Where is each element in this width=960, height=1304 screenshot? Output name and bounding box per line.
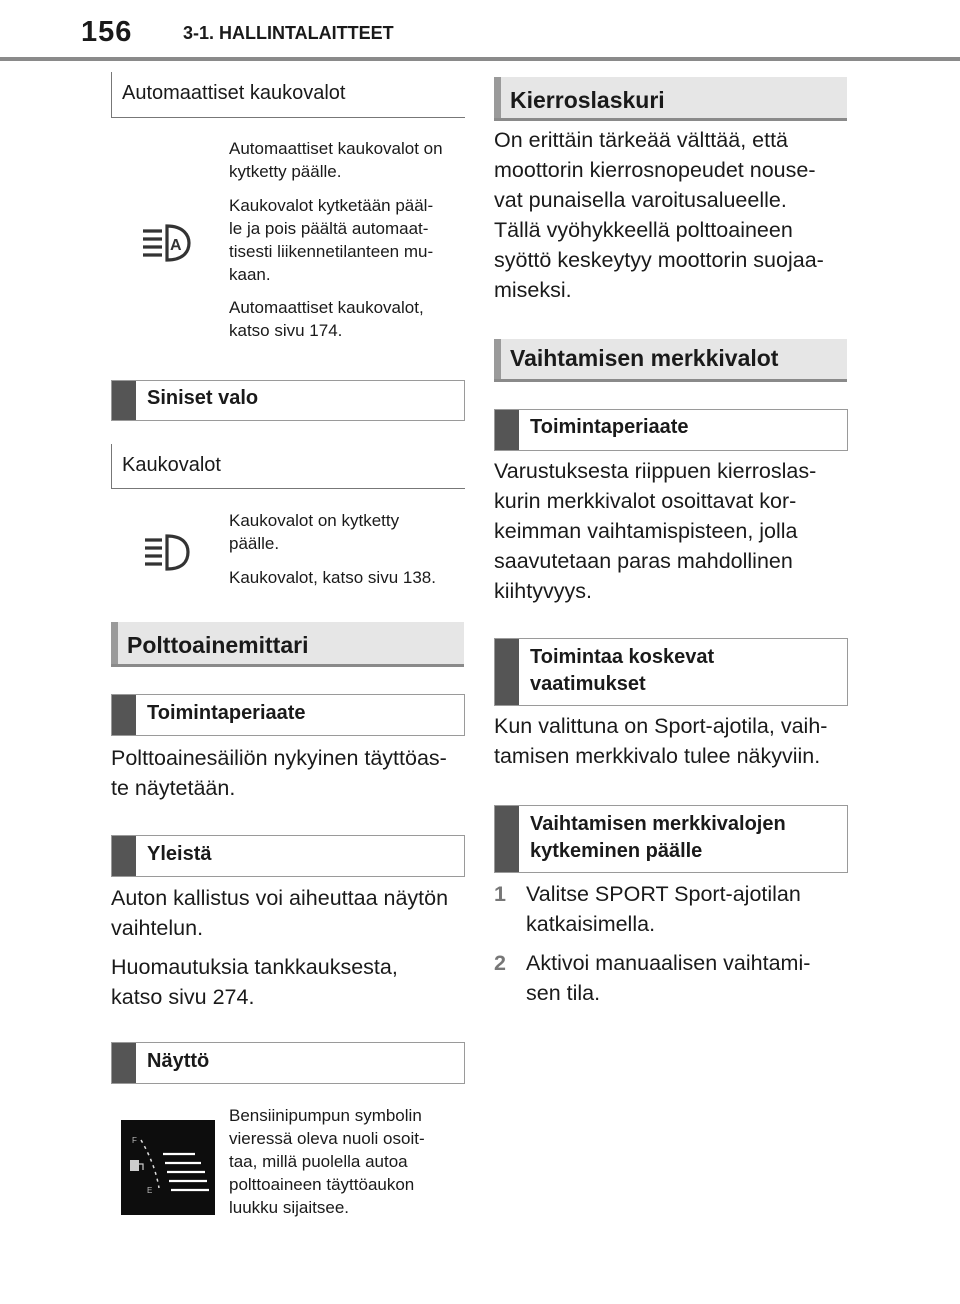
tachometer-heading: Kierroslaskuri (494, 77, 847, 121)
shift-activation-heading: Vaihtamisen merkkivalojen kytkeminen päälle (494, 805, 848, 873)
section-title: 3-1. HALLINTALAITTEET (183, 23, 394, 43)
step-2: 2 Aktivoi manuaalisen vaihtami- sen tila. (494, 948, 854, 1008)
svg-text:A: A (170, 237, 182, 254)
fuel-principle-text: Polttoainesäiliön nykyinen täyttöas- te näytetään. (111, 746, 447, 800)
auto-high-beam-heading: Automaattiset kaukovalot (111, 72, 465, 118)
auto-high-beam-text-1: Automaattiset kaukovalot on kytketty päälle. (229, 139, 443, 181)
page-header (0, 0, 960, 62)
gauge-f-label: F (132, 1136, 137, 1145)
step-2-number: 2 (494, 951, 506, 975)
fuel-display-heading: Näyttö (111, 1042, 465, 1084)
blue-lights-heading: Siniset valo (111, 380, 465, 421)
high-beam-text-2: Kaukovalot, katso sivu 138. (229, 568, 436, 587)
shift-lights-heading: Vaihtamisen merkkivalot (494, 339, 847, 382)
fuel-principle-heading: Toimintaperiaate (111, 694, 465, 736)
fuel-gauge-icon (121, 1120, 215, 1215)
high-beam-heading: Kaukovalot (111, 444, 465, 489)
gauge-e-label: E (147, 1186, 153, 1195)
fuel-gauge-heading: Polttoainemittari (111, 622, 464, 667)
high-beam-text-1: Kaukovalot on kytketty päälle. (229, 511, 400, 553)
fuel-general-text-2: Huomautuksia tankkauksesta, katso sivu 274. (111, 955, 398, 1009)
high-beam-icon (142, 532, 192, 574)
auto-high-beam-text-2: Kaukovalot kytketään pääl- le ja pois päältä automaat- tisesti liikennetilanteen mu- kaan. (229, 196, 434, 284)
header-divider (0, 57, 960, 61)
shift-principle-text: Varustuksesta riippuen kierroslas- kurin merkkivalot osoittavat kor- keimman vaihtamispisteen, jolla saavutetaan paras mahdollinen kiihtyvyys. (494, 459, 817, 603)
auto-high-beam-text-3: Automaattiset kaukovalot, katso sivu 174. (229, 298, 424, 340)
shift-requirements-text: Kun valittuna on Sport-ajotila, vaih- tamisen merkkivalo tulee näkyviin. (494, 714, 828, 768)
shift-principle-heading: Toimintaperiaate (494, 409, 848, 451)
step-1-number: 1 (494, 882, 506, 906)
tachometer-text: On erittäin tärkeää välttää, että moottorin kierrosnopeudet nouse- vat punaisella varoitusalueelle. Tällä vyöhykkeellä polttoaineen syöttö keskeytyy moottorin suojaa- miseksi. (494, 128, 824, 302)
auto-high-beam-icon (140, 222, 192, 266)
step-1: 1 Valitse SPORT Sport-ajotilan katkaisimella. (494, 879, 854, 939)
fuel-general-heading: Yleistä (111, 835, 465, 877)
page-number: 156 (81, 16, 133, 48)
fuel-general-text-1: Auton kallistus voi aiheuttaa näytön vaihtelun. (111, 886, 449, 940)
shift-requirements-heading: Toimintaa koskevat vaatimukset (494, 638, 848, 706)
fuel-display-text: Bensiinipumpun symbolin vieressä oleva nuoli osoit- taa, millä puolella autoa polttoaineen täyttöaukon luukku sijaitsee. (229, 1106, 425, 1217)
